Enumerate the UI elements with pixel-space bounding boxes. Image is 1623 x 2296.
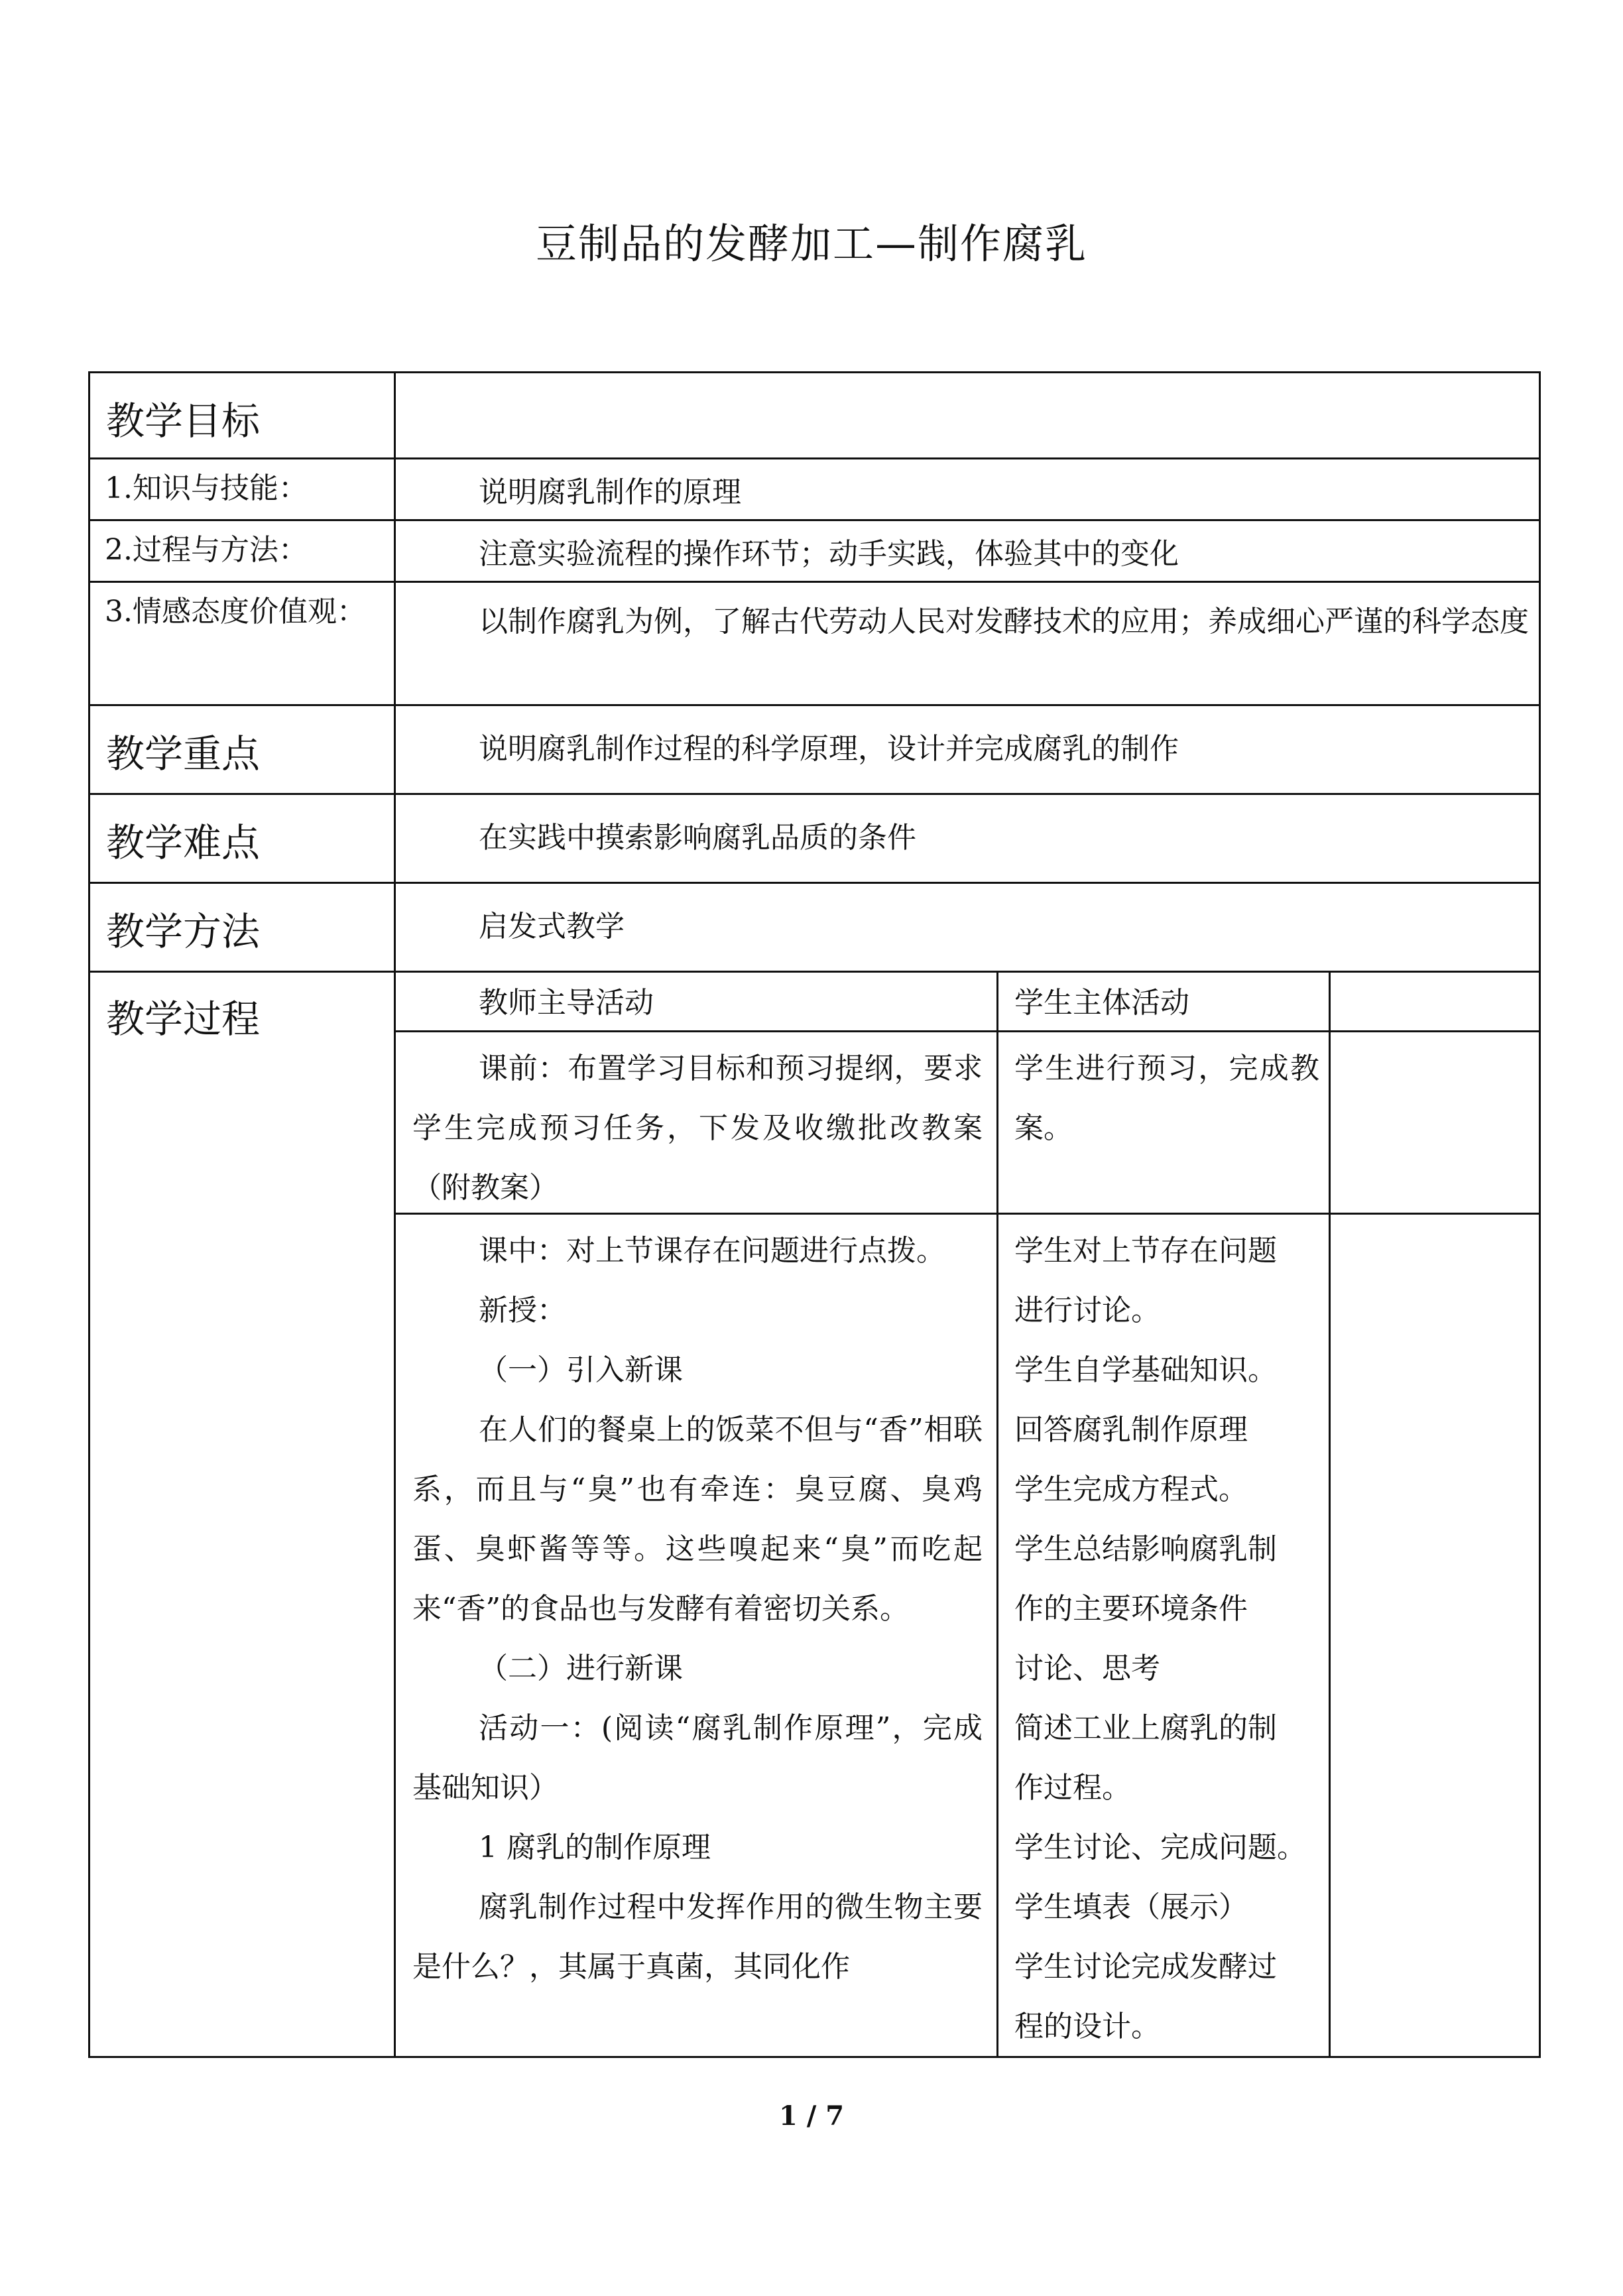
table-border-right [1539, 371, 1541, 2058]
teacher-paragraph: 1 腐乳的制作原理 [479, 1831, 711, 1864]
student-activity-header: 学生主体活动 [1014, 986, 1189, 1020]
key-point-value: 说明腐乳制作过程的科学原理，设计并完成腐乳的制作 [479, 732, 1179, 766]
student-line: 讨论、思考 [1014, 1652, 1160, 1685]
difficulty-value: 在实践中摸索影响腐乳品质的条件 [479, 821, 916, 855]
difficulty-label: 教学难点 [106, 820, 261, 865]
student-line: 程的设计。 [1014, 2010, 1160, 2043]
table-divider-label [394, 371, 396, 2058]
student-activity-in-class [1014, 1221, 1326, 2057]
document-title: 豆制品的发酵加工—制作腐乳 [535, 219, 1087, 268]
table-divider-extra [1329, 971, 1331, 2058]
teacher-activity-in-class [412, 1221, 983, 1997]
procedure-label: 教学过程 [106, 997, 261, 1042]
student-line: 回答腐乳制作原理 [1014, 1413, 1248, 1447]
objectives-label: 教学目标 [106, 398, 261, 444]
teacher-paragraph: 在人们的餐桌上的饭菜不但与“香”相联系，而且与“臭”也有牵连：臭豆腐、臭鸡蛋、臭虾酱等等。这些嗅起来“臭”而吃起来“香”的食品也与发酵有着密切关系。 [412, 1413, 983, 1626]
teacher-paragraph: （一）引入新课 [479, 1353, 683, 1387]
student-line: 进行讨论。 [1014, 1294, 1160, 1327]
knowledge-value: 说明腐乳制作的原理 [479, 475, 741, 509]
teacher-paragraph: 活动一：(阅读“腐乳制作原理”，完成基础知识） [412, 1711, 983, 1805]
student-line: 作的主要环境条件 [1014, 1592, 1248, 1626]
table-row-line [88, 882, 1541, 884]
student-line: 简述工业上腐乳的制 [1014, 1711, 1277, 1745]
student-line: 学生讨论、完成问题。 [1014, 1831, 1306, 1864]
teacher-paragraph: （二）进行新课 [479, 1652, 683, 1685]
table-row-line [88, 457, 1541, 459]
table-row-line [88, 581, 1541, 583]
student-activity-pre-class: 学生进行预习，完成教案。 [1014, 1052, 1319, 1145]
attitude-label: 3.情感态度价值观： [105, 595, 366, 629]
teacher-paragraph: 课中：对上节课存在问题进行点拨。 [479, 1234, 945, 1268]
teacher-activity-pre-class: 课前：布置学习目标和预习提纲，要求学生完成预习任务，下发及收缴批改教案（附教案） [412, 1052, 983, 1205]
student-line: 作过程。 [1014, 1771, 1131, 1805]
teacher-paragraph: 腐乳制作过程中发挥作用的微生物主要是什么？，其属于真菌，其同化作 [412, 1890, 983, 1984]
attitude-value: 以制作腐乳为例，了解古代劳动人民对发酵技术的应用；养成细心严谨的科学态度 [479, 605, 1529, 638]
table-row-line [88, 704, 1541, 706]
table-row-line [88, 971, 1541, 973]
table-row-line [88, 793, 1541, 795]
table-row-line [394, 1030, 1541, 1032]
student-line: 学生填表（展示） [1014, 1890, 1248, 1924]
method-label: 教学方法 [106, 909, 261, 954]
teacher-paragraph: 新授： [479, 1294, 566, 1327]
table-border-top [88, 371, 1541, 373]
teacher-activity-header: 教师主导活动 [479, 986, 654, 1020]
process-label: 2.过程与方法： [105, 533, 308, 567]
page-number: 1 / 7 [778, 2100, 845, 2132]
table-border-left [88, 371, 90, 2058]
student-line: 学生自学基础知识。 [1014, 1353, 1277, 1387]
key-point-label: 教学重点 [106, 731, 261, 776]
table-row-line [88, 519, 1541, 521]
method-value: 启发式教学 [479, 910, 625, 943]
table-divider-student [996, 971, 998, 2058]
student-line: 学生对上节存在问题 [1014, 1234, 1277, 1268]
process-value: 注意实验流程的操作环节；动手实践，体验其中的变化 [479, 537, 1179, 571]
student-line: 学生讨论完成发酵过 [1014, 1950, 1277, 1984]
knowledge-label: 1.知识与技能： [105, 471, 308, 505]
student-line: 学生完成方程式。 [1014, 1473, 1248, 1506]
student-line: 学生总结影响腐乳制 [1014, 1532, 1277, 1566]
